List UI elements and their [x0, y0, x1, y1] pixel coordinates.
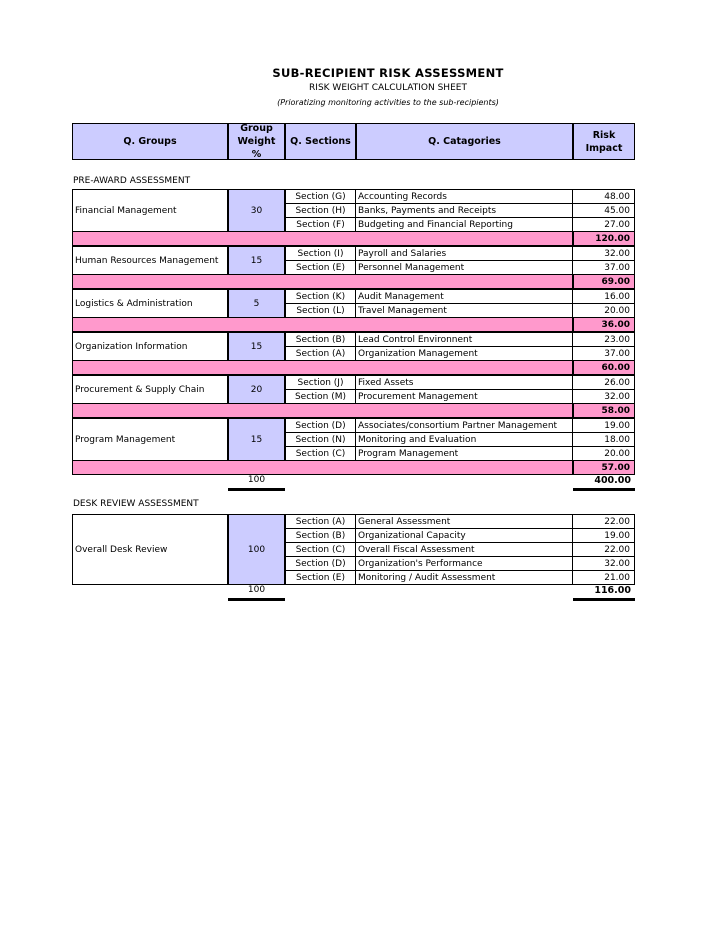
pre_award-row-category: Program Management	[356, 447, 573, 461]
desk_review-total-impact: 116.00	[573, 585, 635, 601]
pre_award-group-name: Human Resources Management	[72, 246, 228, 275]
pre_award-row-category: Banks, Payments and Receipts	[356, 204, 573, 218]
desk_review-row-category: Monitoring / Audit Assessment	[356, 571, 573, 585]
pre_award-group-subtotal: 60.00	[573, 361, 635, 375]
desk_review-row-section: Section (A)	[285, 514, 356, 529]
pre_award-group-weight: 20	[228, 375, 285, 404]
pre_award-group-name: Financial Management	[72, 189, 228, 232]
pre_award-group-name: Organization Information	[72, 332, 228, 361]
pre_award-row-section: Section (K)	[285, 289, 356, 304]
desk_review-row-section: Section (B)	[285, 529, 356, 543]
pre_award-row-impact: 32.00	[573, 246, 635, 261]
pre_award-row-category: Payroll and Salaries	[356, 246, 573, 261]
desk_review-group-name: Overall Desk Review	[72, 514, 228, 585]
page-title: SUB-RECIPIENT RISK ASSESSMENT	[272, 66, 504, 80]
desk_review-row-section: Section (D)	[285, 557, 356, 571]
pre_award-row-impact: 20.00	[573, 447, 635, 461]
pre_award-row-category: Monitoring and Evaluation	[356, 433, 573, 447]
pre_award-row-section: Section (G)	[285, 189, 356, 204]
pre_award-total-weight: 100	[228, 475, 285, 491]
pre_award-row-impact: 20.00	[573, 304, 635, 318]
pre_award-row-impact: 26.00	[573, 375, 635, 390]
pre_award-subtotal-band	[72, 275, 573, 289]
pre_award-subtotal-band	[72, 404, 573, 418]
pre_award-row-category: Travel Management	[356, 304, 573, 318]
pre_award-row-section: Section (B)	[285, 332, 356, 347]
pre_award-group-weight: 15	[228, 332, 285, 361]
desk_review-row-section: Section (C)	[285, 543, 356, 557]
pre_award-row-category: Accounting Records	[356, 189, 573, 204]
pre_award-row-impact: 45.00	[573, 204, 635, 218]
pre_award-group-weight: 15	[228, 246, 285, 275]
pre_award-row-section: Section (L)	[285, 304, 356, 318]
pre_award-group-name: Procurement & Supply Chain	[72, 375, 228, 404]
pre_award-row-category: Audit Management	[356, 289, 573, 304]
desk_review-label: DESK REVIEW ASSESSMENT	[73, 499, 199, 509]
pre_award-group-subtotal: 57.00	[573, 461, 635, 475]
pre_award-group-name: Program Management	[72, 418, 228, 461]
pre_award-group-weight: 30	[228, 189, 285, 232]
pre_award-row-impact: 32.00	[573, 390, 635, 404]
desk_review-row-impact: 32.00	[573, 557, 635, 571]
header-sections: Q. Sections	[285, 123, 356, 160]
pre_award-subtotal-band	[72, 361, 573, 375]
pre_award-label: PRE-AWARD ASSESSMENT	[73, 176, 191, 186]
desk_review-row-category: General Assessment	[356, 514, 573, 529]
desk_review-row-category: Organizational Capacity	[356, 529, 573, 543]
pre_award-row-section: Section (E)	[285, 261, 356, 275]
pre_award-row-category: Lead Control Environnent	[356, 332, 573, 347]
pre_award-row-impact: 37.00	[573, 347, 635, 361]
pre_award-row-section: Section (A)	[285, 347, 356, 361]
pre_award-row-impact: 18.00	[573, 433, 635, 447]
pre_award-row-category: Budgeting and Financial Reporting	[356, 218, 573, 232]
header-categories: Q. Catagories	[356, 123, 573, 160]
pre_award-row-section: Section (J)	[285, 375, 356, 390]
desk_review-row-impact: 21.00	[573, 571, 635, 585]
pre_award-subtotal-band	[72, 232, 573, 246]
page-note: (Prioratizing monitoring activities to the sub-recipients)	[277, 98, 499, 107]
pre_award-row-category: Fixed Assets	[356, 375, 573, 390]
pre_award-row-impact: 16.00	[573, 289, 635, 304]
desk_review-row-impact: 19.00	[573, 529, 635, 543]
pre_award-row-category: Procurement Management	[356, 390, 573, 404]
pre_award-group-name: Logistics & Administration	[72, 289, 228, 318]
header-weight: Group Weight %	[228, 123, 285, 160]
pre_award-row-section: Section (N)	[285, 433, 356, 447]
desk_review-group-weight: 100	[228, 514, 285, 585]
pre_award-row-impact: 48.00	[573, 189, 635, 204]
desk_review-row-impact: 22.00	[573, 514, 635, 529]
desk_review-row-impact: 22.00	[573, 543, 635, 557]
pre_award-row-section: Section (H)	[285, 204, 356, 218]
pre_award-row-category: Associates/consortium Partner Management	[356, 418, 573, 433]
pre_award-subtotal-band	[72, 318, 573, 332]
pre_award-row-section: Section (C)	[285, 447, 356, 461]
pre_award-group-subtotal: 58.00	[573, 404, 635, 418]
page-subtitle: RISK WEIGHT CALCULATION SHEET	[309, 83, 467, 93]
pre_award-row-category: Personnel Management	[356, 261, 573, 275]
pre_award-total-impact: 400.00	[573, 475, 635, 491]
header-impact: Risk Impact	[573, 123, 635, 160]
pre_award-group-weight: 5	[228, 289, 285, 318]
pre_award-row-section: Section (I)	[285, 246, 356, 261]
pre_award-row-category: Organization Management	[356, 347, 573, 361]
pre_award-group-subtotal: 120.00	[573, 232, 635, 246]
pre_award-row-section: Section (D)	[285, 418, 356, 433]
pre_award-group-weight: 15	[228, 418, 285, 461]
pre_award-row-impact: 37.00	[573, 261, 635, 275]
desk_review-row-section: Section (E)	[285, 571, 356, 585]
pre_award-row-impact: 19.00	[573, 418, 635, 433]
desk_review-total-weight: 100	[228, 585, 285, 601]
desk_review-row-category: Organization's Performance	[356, 557, 573, 571]
pre_award-group-subtotal: 36.00	[573, 318, 635, 332]
header-groups: Q. Groups	[72, 123, 228, 160]
pre_award-row-section: Section (F)	[285, 218, 356, 232]
pre_award-row-section: Section (M)	[285, 390, 356, 404]
pre_award-subtotal-band	[72, 461, 573, 475]
pre_award-row-impact: 23.00	[573, 332, 635, 347]
pre_award-group-subtotal: 69.00	[573, 275, 635, 289]
pre_award-row-impact: 27.00	[573, 218, 635, 232]
desk_review-row-category: Overall Fiscal Assessment	[356, 543, 573, 557]
